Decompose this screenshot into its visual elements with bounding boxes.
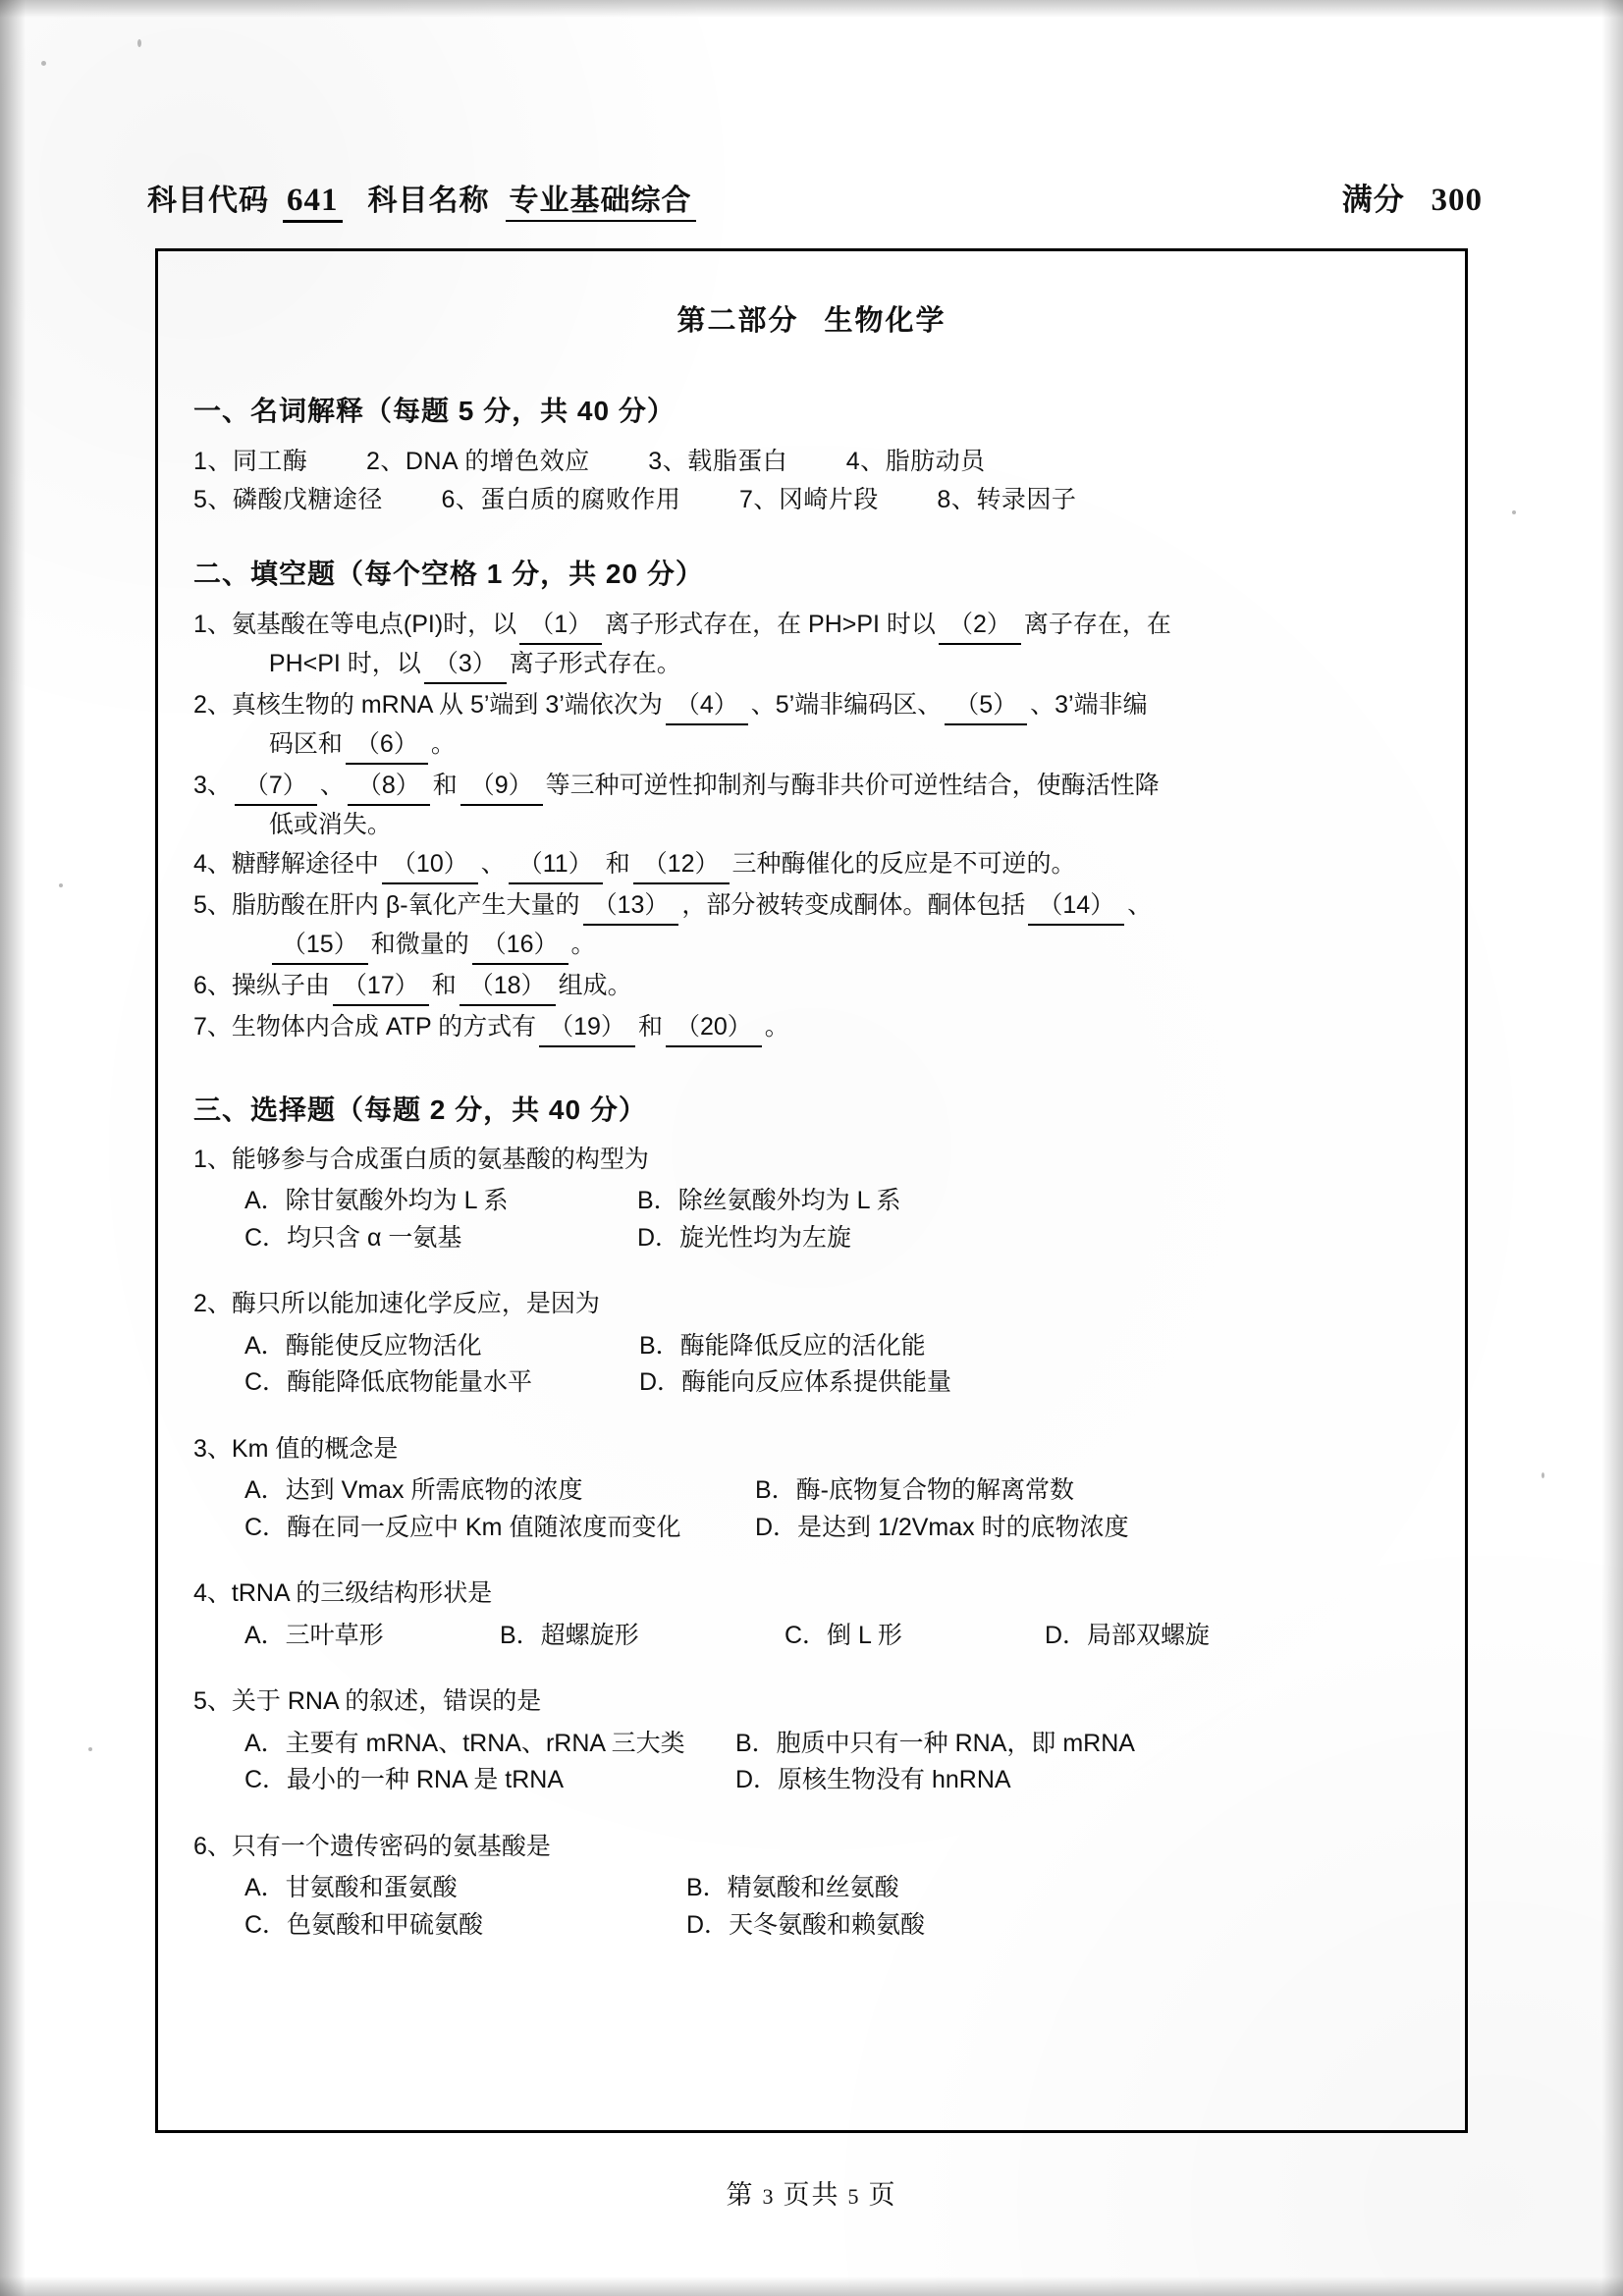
question-text: 。 [764, 1012, 789, 1041]
section-1-terms-line-2: 5、磷酸戊糖途径 6、蛋白质的腐败作用 7、冈崎片段 8、转录因子 [193, 485, 1077, 513]
item-continuation-line [232, 645, 1430, 684]
item-body [232, 886, 1430, 965]
section-2-heading: 二、填空题（每个空格 1 分，共 20 分） [193, 558, 704, 589]
fill-in-blank-list [193, 606, 1430, 1047]
option-row [193, 1220, 1430, 1257]
question-text: 生物体内合成 ATP 的方式有 [231, 1012, 537, 1041]
option-row [193, 1510, 1430, 1547]
fill-in-blank-item [193, 767, 1430, 843]
exam-content-box [155, 248, 1468, 2133]
item-body [232, 967, 1430, 1006]
blank-field[interactable]: （5） [945, 686, 1027, 725]
item-body [232, 686, 1430, 765]
scan-speck [41, 61, 46, 66]
page-footer [0, 2173, 1623, 2212]
footer-total-pages: 5 [847, 2184, 861, 2209]
answer-option[interactable]: D．局部双螺旋 [1045, 1621, 1211, 1649]
item-body [232, 767, 1430, 843]
item-number: 5、 [193, 890, 232, 919]
question-stem: 1、能够参与合成蛋白质的氨基酸的构型为 [193, 1145, 649, 1173]
footer-middle: 页共 [783, 2180, 840, 2210]
answer-option[interactable]: A．主要有 mRNA、tRNA、rRNA 三大类 [244, 1729, 685, 1757]
answer-option[interactable]: C．酶能降低底物能量水平 [244, 1368, 533, 1396]
blank-field[interactable]: （9） [460, 767, 543, 806]
full-score-label: 满分 [1341, 183, 1405, 217]
subject-code-label: 科目代码 [147, 185, 269, 217]
subject-label: 生物化学 [824, 305, 947, 337]
item-body [232, 845, 1430, 884]
question-text: 操纵子由 [231, 971, 330, 999]
blank-field[interactable]: （16） [472, 926, 568, 965]
blank-field[interactable]: （11） [509, 845, 603, 884]
answer-option[interactable]: D．酶能向反应体系提供能量 [639, 1368, 952, 1396]
fill-in-blank-item [193, 1008, 1430, 1047]
answer-option[interactable]: C．倒 L 形 [784, 1621, 902, 1649]
question-text: 。 [430, 729, 456, 758]
option-row [193, 1762, 1430, 1799]
blank-field[interactable]: （20） [666, 1008, 762, 1047]
subject-name-value: 专业基础综合 [506, 176, 696, 222]
question-text: 离子存在，在 [1023, 610, 1171, 638]
scan-edge-shadow-left [0, 0, 26, 2296]
blank-field[interactable]: （14） [1028, 886, 1124, 926]
option-row [193, 1618, 1430, 1655]
multiple-choice-question [193, 1286, 1430, 1402]
question-text: 真核生物的 mRNA 从 5’端到 3’端依次为 [231, 690, 663, 719]
blank-field[interactable]: （10） [382, 845, 478, 884]
question-text: 氨基酸在等电点(PI)时，以 [231, 610, 517, 638]
item-number: 6、 [193, 971, 232, 999]
answer-option[interactable]: D．是达到 1/2Vmax 时的底物浓度 [755, 1513, 1129, 1541]
blank-field[interactable]: （15） [272, 926, 368, 965]
answer-option[interactable]: B．酶能降低反应的活化能 [639, 1331, 926, 1360]
option-row [193, 1472, 1430, 1510]
answer-option[interactable]: C．色氨酸和甲硫氨酸 [244, 1910, 484, 1939]
option-row [193, 1364, 1430, 1402]
part-label: 第二部分 [676, 305, 799, 337]
multiple-choice-question [193, 1431, 1430, 1547]
blank-field[interactable]: （3） [424, 645, 507, 684]
question-text: 和 [605, 849, 630, 878]
question-stem: 2、酶只所以能加速化学反应，是因为 [193, 1290, 600, 1317]
footer-prefix: 第 [726, 2180, 755, 2210]
answer-option[interactable]: B．胞质中只有一种 RNA，即 mRNA [735, 1729, 1135, 1757]
page-header [147, 175, 1483, 223]
section-3-heading: 三、选择题（每题 2 分，共 40 分） [193, 1094, 647, 1125]
item-number: 1、 [193, 610, 232, 638]
question-text: 、 [480, 849, 506, 878]
question-text: 三种酶催化的反应是不可逆的。 [731, 849, 1076, 878]
fill-in-blank-item [193, 845, 1430, 884]
item-number: 3、 [193, 771, 232, 799]
question-text: 、5’端非编码区、 [750, 690, 943, 719]
question-text: 离子形式存在。 [509, 649, 681, 677]
scan-speck [1542, 1472, 1544, 1478]
answer-option[interactable]: C．最小的一种 RNA 是 tRNA [244, 1766, 565, 1793]
item-continuation-line [232, 725, 1430, 765]
answer-option[interactable]: C．均只含 α 一氨基 [244, 1223, 462, 1252]
multiple-choice-question [193, 1575, 1430, 1654]
fill-in-blank-item [193, 886, 1430, 965]
blank-field[interactable]: （17） [333, 967, 429, 1006]
answer-option[interactable]: B．精氨酸和丝氨酸 [686, 1874, 899, 1901]
option-row [193, 1907, 1430, 1945]
question-text: 、 [1127, 890, 1153, 919]
footer-suffix: 页 [868, 2180, 897, 2210]
blank-field[interactable]: （6） [346, 725, 428, 765]
multiple-choice-question [193, 1683, 1430, 1799]
item-body [232, 1008, 1430, 1047]
question-text: 和 [431, 971, 457, 999]
question-text: PH<PI 时，以 [268, 649, 421, 677]
question-text: 、 [319, 771, 345, 799]
item-body [232, 606, 1430, 684]
question-stem: 6、只有一个遗传密码的氨基酸是 [193, 1832, 551, 1860]
answer-option[interactable]: A．达到 Vmax 所需底物的浓度 [244, 1476, 583, 1504]
question-stem: 5、关于 RNA 的叙述，错误的是 [193, 1687, 542, 1715]
blank-field[interactable]: （1） [519, 606, 602, 645]
full-score [1342, 175, 1483, 219]
blank-field[interactable]: （7） [235, 767, 317, 806]
item-continuation-line [232, 806, 1430, 843]
question-text: 和微量的 [370, 930, 469, 958]
answer-option[interactable]: D．旋光性均为左旋 [637, 1223, 852, 1252]
scan-speck [137, 39, 141, 47]
answer-option[interactable]: B．除丝氨酸外均为 L 系 [637, 1187, 901, 1214]
option-row [193, 1328, 1430, 1365]
fill-in-blank-item [193, 686, 1430, 765]
item-number: 7、 [193, 1012, 232, 1041]
answer-option[interactable]: D．原核生物没有 hnRNA [735, 1766, 1011, 1793]
answer-option[interactable]: D．天冬氨酸和赖氨酸 [686, 1910, 926, 1939]
answer-option[interactable]: A．除甘氨酸外均为 L 系 [244, 1187, 509, 1214]
scan-speck [59, 883, 63, 887]
question-text: 组成。 [558, 971, 632, 999]
blank-field[interactable]: （18） [460, 967, 556, 1006]
question-text: 糖酵解途径中 [231, 849, 379, 878]
multiple-choice-question [193, 1142, 1430, 1257]
item-number: 4、 [193, 849, 232, 878]
question-stem: 4、tRNA 的三级结构形状是 [193, 1579, 493, 1607]
page-title [193, 298, 1430, 339]
footer-page-number: 3 [762, 2184, 776, 2209]
blank-field[interactable]: （13） [583, 886, 679, 926]
question-text: 和 [637, 1012, 663, 1041]
question-text: 码区和 [268, 729, 343, 758]
question-text: 离子形式存在，在 PH>PI 时以 [605, 610, 936, 638]
answer-option[interactable]: A．甘氨酸和蛋氨酸 [244, 1874, 458, 1901]
section-1-heading: 一、名词解释（每题 5 分，共 40 分） [193, 396, 676, 426]
question-text: 和 [432, 771, 458, 799]
option-row [193, 1870, 1430, 1907]
answer-option[interactable]: B．酶-底物复合物的解离常数 [755, 1476, 1075, 1504]
blank-field[interactable]: （2） [939, 606, 1021, 645]
blank-field[interactable]: （4） [666, 686, 748, 725]
scan-speck [1512, 510, 1516, 514]
question-text: 低或消失。 [268, 810, 392, 838]
option-row [193, 1726, 1430, 1763]
full-score-value: 300 [1431, 183, 1483, 218]
scan-speck [88, 1747, 92, 1751]
question-text: ，部分被转变成酮体。酮体包括 [681, 890, 1026, 919]
fill-in-blank-item [193, 606, 1430, 684]
answer-option[interactable]: A．三叶草形 [244, 1621, 384, 1649]
blank-field[interactable]: （19） [539, 1008, 635, 1047]
multiple-choice-list [193, 1142, 1430, 1945]
blank-field[interactable]: （12） [633, 845, 730, 884]
scan-edge-shadow-top [0, 0, 1623, 18]
answer-option[interactable]: B．超螺旋形 [500, 1621, 639, 1649]
item-number: 2、 [193, 690, 232, 719]
scan-edge-shadow-bottom [0, 2276, 1623, 2296]
answer-option[interactable]: A．酶能使反应物活化 [244, 1331, 482, 1360]
question-stem: 3、Km 值的概念是 [193, 1434, 399, 1463]
question-text: 等三种可逆性抑制剂与酶非共价可逆性结合，使酶活性降 [545, 771, 1160, 799]
question-text: 、3’端非编 [1030, 690, 1148, 719]
subject-name-label: 科目名称 [367, 185, 490, 217]
option-row [193, 1183, 1430, 1220]
section-1-terms-line-1: 1、同工酶 2、DNA 的增色效应 3、载脂蛋白 4、脂肪动员 [193, 448, 986, 475]
multiple-choice-question [193, 1829, 1430, 1945]
question-text: 脂肪酸在肝内 β-氧化产生大量的 [231, 890, 580, 919]
fill-in-blank-item [193, 967, 1430, 1006]
item-continuation-line [232, 926, 1430, 965]
answer-option[interactable]: C．酶在同一反应中 Km 值随浓度而变化 [244, 1513, 681, 1541]
subject-code-value: 641 [283, 183, 343, 223]
question-text: 。 [570, 930, 596, 958]
scan-edge-shadow-right [1601, 0, 1623, 2296]
blank-field[interactable]: （8） [348, 767, 430, 806]
